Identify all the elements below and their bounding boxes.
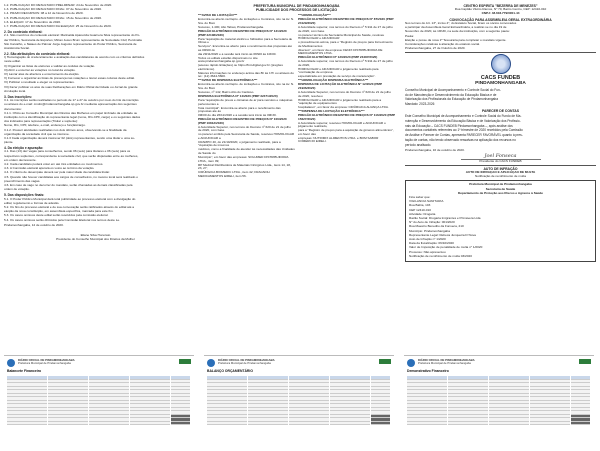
thumb-title: Demonstrativo Financeiro: [407, 369, 449, 373]
text-line: Mandato: 2023-2026: [405, 102, 435, 107]
notice-line: Sucesso, nº 142, Bairro Alto do Cardoso.: [198, 89, 255, 94]
notice-title: PREGÃO ELETRÔNICO REGISTRO DE PREÇOS Nº 121/2020 (PMP 22108/2020): [198, 28, 287, 37]
table-cell: [248, 422, 268, 426]
text-line: CEP 12410-010: [409, 208, 431, 212]
infraction-box: [405, 180, 596, 262]
section-body: [4, 150, 187, 192]
page-licitacoes: [198, 4, 395, 309]
section-body: [4, 99, 187, 145]
notice-line: diversos", em favor da empresa: FENIX DISTRIBUIDORA DE MEDICAMENTOS LTDA.: [298, 47, 383, 56]
box-title: Prefeitura Municipal de Pindamonhangaba: [469, 183, 532, 187]
text-line: IV) Lavrar atas de abertura e encerramento da eleição.: [4, 73, 80, 77]
notice-title: PREGÃO ELETRÔNICO REGISTRO DE PREÇOS Nº 116/2020 (PMP 15627/2020): [298, 113, 395, 121]
table-cell: [571, 422, 591, 426]
convocation-title: CONVOCAÇÃO PARA ASSEMBLEIA GERAL EXTRAORDINÁRIA: [449, 17, 552, 22]
table-cell: [427, 422, 447, 426]
right-column: [298, 14, 395, 178]
section-title: 3. Das inscrições:: [4, 94, 33, 99]
table-cell: [171, 422, 191, 426]
text-line: 3.1. As inscrições serão realizadas no período de 17 a 27 de outubro por meio do link da inscrição: [4, 99, 139, 103]
notice-line: Município", em favor das empresas: SOLUMED DISTRIBUIDORA LTDA., item 09;: [198, 154, 289, 163]
notice-line: HOMOLOGAR e ADJUDICAR o julgamento realizado para a "aquisição de equipamentos: [298, 97, 382, 106]
signer-role: Presidente do Conselho Municipal dos Direitos da Mulher: [56, 238, 135, 242]
page-edital-conselho-mulher: [4, 4, 187, 309]
thumb-sub: Prefeitura Municipal de Pindamonhangaba: [418, 361, 471, 366]
signature: Joel Fonseca: [484, 152, 517, 159]
section-body: [4, 198, 187, 223]
text-line: a participar da Assembleia Geral Extraordinária, a realizar-se no dia 19 de: [405, 26, 507, 30]
edital-schedule: [4, 4, 187, 29]
text-line: documentos:: [4, 107, 22, 111]
box-title: Secretaria de Saúde: [485, 187, 516, 191]
cacs-body: [405, 89, 596, 107]
text-line: Pauta:: [405, 34, 414, 38]
notice-title: DISPENSA DE LICITAÇÃO ELETRÔNICA Nº 12/2020 (PMP 21936/2020): [298, 82, 382, 90]
table-cell: [448, 422, 468, 426]
thumb-header: DIÁRIO OFICIAL DE PINDAMONHANGABA: [418, 358, 475, 362]
text-line: Atividade: Drogaria: [409, 212, 436, 216]
text-line: Razão Social: Drogaria Imigrantes e Primavera Ltda: [409, 217, 481, 221]
text-line: 4.1. Das (13) dez vagas para conselheiros, sendo 06 (seis) para titulares e 06 (seis) para os: [4, 150, 131, 154]
text-line: 4.4. O critério de desempate deverá ser pela maior idade da candidata titular.: [4, 171, 110, 175]
table-row: [407, 422, 591, 426]
text-line: Nome, RG, CPF, telefone, e-mail, endereço e função/cargo.: [4, 124, 86, 128]
text-line: VII) Fazer publicar os atos de suas Deliberações em Diário Oficial da Cidade ou Jornal de grande: [4, 85, 138, 89]
notice-line: dia 29/11/2020 e a sessão terá início às 09h00 às 10h00.: [198, 51, 277, 56]
parecer-body: [405, 115, 596, 148]
text-line: 1.2. PUBLICAÇÃO DO RESULTADO PRELIMINAR: 24 de Novembro de 2020.: [4, 4, 113, 7]
text-line: Representante Legal: Rebeca Junqueira D`Nova: [409, 233, 476, 237]
text-line: Rua Bahia, 103: [409, 204, 431, 208]
notice-line: para a "Registro de preços para a aquisição de gêneros alimentícios", em favor das: [298, 128, 394, 136]
text-line: VI) Publicar o resultado e eleger os representantes.: [4, 81, 75, 85]
text-line: 3.1.3 Cada organização deverá inscrever 02 (dois) representantes, sendo uma titular e uma su-: [4, 136, 136, 140]
text-line: tação de contas, não tendo observado ressalvas na aplicação dos recursos no: [405, 138, 516, 142]
org-title: CENTRO ESPÍRITA "BEZERRA DE MENEZES": [463, 4, 538, 8]
text-line: Novembro de 2020, às 19h30, na sede da instituição, com a seguinte pauta:: [405, 30, 510, 34]
table-cell: [509, 422, 529, 426]
convocation-date: Pindamonhangaba, 27 de Outubro de 2020.: [405, 47, 466, 51]
table-row: [7, 422, 191, 426]
brand-logo-icon: [579, 359, 591, 364]
table-cell: [309, 422, 329, 426]
notice-line: Para "aquisição de pneus e câmaras de ar para veículos e máquinas pertencentes a: [198, 97, 293, 106]
notice-title: ***DISPENSA DE LICITAÇÃO ELETRÔNICA***: [298, 109, 365, 114]
text-line: 5.4. Os casos omissos serão dirimidos pela Comissão Eleitoral nos termos deste Le.: [4, 218, 121, 222]
notice-line: no parecer técnico da Secretaria Municipal de Saúde, resolveu HOMOLOGAR e ADJUDICAR: [298, 32, 385, 41]
text-line: plente.: [4, 141, 14, 145]
table-cell: [109, 422, 129, 426]
text-line: 2.1. São membros do conteúdo eleitoral: Marinalda Aparecida Guarnera Silva representante do Po-: [4, 34, 141, 38]
text-line: período analisado.: [405, 142, 432, 147]
table-cell: [330, 422, 350, 426]
page-subheader: PUBLICIDADE DOS PROCESSOS DE LICITAÇÃO: [255, 8, 338, 13]
text-line: 1.3. PUBLICAÇÃO DO RESULTADO FINAL: 07 de Novembro de 2020.: [4, 8, 102, 12]
notice-line: Serviços". Encontra-se aberto para o recebimento das propostas até as 09h00 do: [198, 44, 292, 52]
org-address: Rua Capitão Vitório Ramos, Nº 70, Bairro Centro, CEP: 12410-010: [454, 8, 547, 11]
convocation-body: [405, 22, 596, 47]
table-cell: [407, 422, 427, 426]
text-line: Valorização dos Profissionais da Educação de Pindamonhangaba: [405, 97, 498, 102]
brand-logo-icon: [179, 359, 191, 364]
text-line: 4.3. A Comissão eleitoral apurará os votos ao término da votação.: [4, 167, 95, 171]
text-line: Município: Pindamonhangaba: [409, 229, 450, 233]
text-line: 4.6. Em caso de vago no decorrer do mandato, serão chamadas as demais classificadas pela: [4, 184, 133, 188]
text-line: Processo: Não apresentou: [409, 250, 446, 254]
text-line: Data da fiscalização: 06/10/2020: [409, 242, 454, 246]
notice-line: Para "aquisição de material elétrico e hidráulico para a Secretaria de Obras e: [198, 36, 293, 45]
text-line: Notificação de recolhimento de multa 03/2020: [409, 254, 472, 258]
cacs-title: CACS FUNDEB: [480, 74, 521, 81]
notice-line: no parecer emitido pela Secretaria de Saúde, resolveu HOMOLOGAR e ADJUDICAR a: [198, 132, 295, 140]
table-cell: [530, 422, 550, 426]
text-line: Este Conselho Municipal de Acompanhamento e Controle Social do Fundo de Ma-: [405, 114, 522, 119]
text-line: em ordem decrescente.: [4, 158, 37, 162]
divider: [405, 165, 596, 166]
thumb-title: Balancete Financeiro: [7, 369, 42, 373]
text-line: nais da Educação – CACS FUNDEB Pindamonhangaba –, após análise dos: [405, 123, 513, 128]
notice-line: CIRÚRGICA BIOMEDIC LTDA., item 42; FRAGNOLI MEDICAMENTOS EIRELI, item 56.: [198, 170, 271, 178]
text-line: II) Organizar as listas de eleitores e validar as cédulas de votação.: [4, 64, 96, 68]
brand-logo-icon: [379, 359, 391, 364]
notice-title: ***AVISO DE DISPENSA ELETRÔNICA***: [198, 78, 258, 83]
thumb-title: BALANÇO ORÇAMENTÁRIO: [207, 369, 253, 373]
page-header: PREFEITURA MUNICIPAL DE PINDAMONHANGABA: [253, 4, 340, 8]
text-line: 4.2. Cada candidato poderá votar em até três entidades ou movimentos.: [4, 163, 104, 167]
text-line: Rua Maestro Benedito da Fonseca, 210: [409, 225, 464, 229]
notice-line: A Autoridade superior, nos termos do Decreto nº 5.911 de 27 de julho de 2020, com base: [298, 24, 393, 33]
section-title: 2.2. São atribuições do conteúdo eleitoral:: [4, 51, 71, 56]
text-line: Valor de Imposição de penalidade de multa nº 1/2020: [409, 246, 483, 250]
text-line: instituição com a identificação do representante legal (nome, RG-CPF, cargo) e os seguintes dados: [4, 115, 141, 119]
notice-line: Maiores informações no endereço acima das 8h às 17h ou através do tel.: (12) 3644-5600.: [198, 70, 294, 79]
table-cell: [207, 422, 227, 426]
text-line: 4.5. Quando não houver candidatas aos cargos de conselheiros, no mesmo local será realizado o: [4, 175, 138, 179]
table-cell: [7, 422, 27, 426]
parecer-title: PARECER DE CONTAS: [482, 109, 519, 114]
text-line: ordem de votação.: [4, 188, 30, 192]
org-cnpj: CNPJ: 48.603.779/0001-44: [481, 12, 520, 16]
auto-subtitle-2: Notificação de recolhimento de multa: [475, 174, 526, 178]
notice-line: Encontra-se aberto na Depto. de Licitações e Contratos, sito na Av. N. Sra. do Bom: [198, 17, 295, 25]
divider: [405, 52, 596, 53]
thumb-sub: Prefeitura Municipal de Pindamonhangaba: [18, 361, 71, 366]
text-line: 1.4. PRAZO RECURSOS: 08 a 12 de Novembro de 2020.: [4, 12, 84, 16]
text-line: 5.3. Os casos omissos deste edital serão resolvidos pela comissão eleitoral.: [4, 214, 109, 218]
section-title: 4. Da eleição e apuração:: [4, 145, 44, 150]
thumb-header: DIÁRIO OFICIAL DE PINDAMONHANGABA: [18, 358, 75, 362]
notice-line: CRAMPO 40, do 21/10/2020, o julgamento realizado, para a "Aquisição de insumos: [198, 139, 281, 148]
notice-line: Encontra-se aberto na Depto. de Licitações e Contratos, sito na Av. N. Sra. do Bom: [198, 82, 295, 90]
text-line: Fica saber que:: [409, 196, 431, 200]
table-cell: [130, 422, 150, 426]
notice-line: o procedimento acima, para o "Registro de preços para fornecimento de Medicamentos: [298, 40, 393, 48]
parecer-date: Pindamonhangaba, 16 de outubro de 2020.: [405, 148, 465, 152]
text-line: III) Abrir e encerrar as votações no local da votação.: [4, 68, 76, 72]
table-cell: [150, 422, 170, 426]
notice-line: A Autoridade superior, nos termos do Decreto nº 5.911 de 27 de julho de 2020,: [298, 59, 393, 67]
notice-title: PREGÃO ELETRÔNICO REGISTRO DE PREÇOS Nº 100/2020 (PMP 16812/2020): [198, 117, 287, 125]
text-line: 1.5. PUBLICAÇÃO DO RESULTADO FINAL: 15 de Novembro de 2020.: [4, 16, 102, 20]
thumbnail-page-1[interactable]: [4, 355, 194, 451]
text-line: Eleição e posse da nova 1ª Tesouraria para completar o mandato vigente.: [405, 38, 507, 42]
notice-line: empresas: NUTRIMIX ALIMENTOS LTDA. e BOM SABOR COMÉRCIO EIRELI.: [298, 135, 379, 144]
text-line: Nº do Auto de Infração: 001/2020: [409, 221, 455, 225]
notice-line: HOMOLOGAR e ADJUDICAR o julgamento realizado para "contratação de empresa: [298, 66, 379, 75]
text-line: V) Fornecer e organizar as listas de presença nas votações e lavrar essas colunas deste edital.: [4, 77, 135, 81]
text-line: documentos contábeis referentes ao 1º trimestre de 2020 recebidos pela Comissão: [405, 128, 523, 133]
notice-line: A Autoridade Superior, nos termos do Decreto nº 620 de 21 de julho de 2020, com base: [198, 124, 291, 133]
text-line: do de Manutenção e Desenvolvimento da Educação Básica e de: [405, 92, 497, 97]
page-avisos: [405, 4, 596, 309]
text-line: respectivos suplentes, correspondente à sociedade civil, que serão disputadas entre as mulheres,: [4, 154, 139, 158]
text-line: 1.6. ELEIÇÃO: 17 de Novembro de 2020.: [4, 20, 61, 24]
box-body: [409, 196, 592, 259]
table-cell: [289, 422, 309, 426]
text-line: eleição da nova constituição, em assembleia específica, marcada para este fim.: [4, 210, 114, 214]
signer-name: Eliane Silva Honorato: [80, 234, 111, 238]
municipal-logo-icon: [207, 359, 215, 367]
box-title: Departamento de Proteção aos Riscos e Agravos à Saúde: [458, 191, 543, 195]
notice-title: DISPENSA ELETRÔNICA Nº 14/2020 (PMP 32471/2020): [198, 93, 278, 98]
text-line: 1.7. PUBLICAÇÃO DO RESULTADO DA ELEIÇÃO: 25 de Novembro de 2020.: [4, 25, 112, 29]
text-line: nutenção e Desenvolvimento da Educação Básica e de Valorização dos Profissio-: [405, 118, 521, 123]
thumb-table: [7, 376, 191, 425]
notice-line: hospitalares", em favor da empresa: CIRÚRGICA ALIANÇA LTDA.: [298, 105, 389, 110]
text-line: Nos termos do Art. 13º, inciso 4º, do Estatuto Social, ficam os sócios convocados: [405, 21, 517, 25]
section-title: 5. Das disposições finais:: [4, 193, 45, 197]
notice-title: ***HOMOLOGAÇÃO DISPENSA ELETRÔNICA***: [298, 78, 369, 83]
text-line: neste edital.: [4, 60, 21, 64]
table-cell: [489, 422, 509, 426]
notice-title: ***AVISO DE LICITAÇÃO***: [198, 13, 238, 18]
thumb-table: [407, 376, 591, 425]
signature-role: Presidente do CACS FUNDEB: [479, 159, 522, 163]
text-line: organização da sociedade civil que se inscreve.: [4, 132, 70, 136]
text-line: Conselho Municipal de Acompanhamento e Controle Social do Fun-: [405, 87, 501, 92]
text-line: Assistência Social.: [4, 46, 30, 50]
thumb-header: DIÁRIO OFICIAL DE PINDAMONHANGABA: [218, 358, 275, 362]
notice-line: 09h00 do dia 26/11/2020 e a sessão terá início às 09h30.: [198, 113, 277, 118]
table-cell: [89, 422, 109, 426]
notice-line: A Autoridade Superior, nos termos do Decreto nº 620 de 21 de julho de 2020, resolveu: [298, 89, 391, 98]
municipal-logo-icon: [407, 359, 415, 367]
text-line: edital, regulamento e formas de adesão.: [4, 201, 60, 205]
table-cell: [468, 422, 488, 426]
table-cell: [27, 422, 47, 426]
notice-line: (acesso rápido licitações) ou https://bnl-digital.gov.br (pregões eletrônicos).: [198, 63, 283, 71]
text-line: Auto de Infração nº 1/2020: [409, 238, 446, 242]
table-cell: [371, 422, 391, 426]
date-line: Pindamonhangaba, 14 de outubro de 2020.: [4, 224, 64, 228]
text-line: 3.1.2. Possuir atividades realizadas nos dois últimos anos, observando-se a finalidade da: [4, 128, 127, 132]
notice-line: médicos, como a finalidade de atender às necessidades das Unidades de Saúde do: [198, 147, 295, 155]
section-body: [4, 34, 187, 50]
notice-line: especializada em prestação de serviço de manutenção".: [298, 74, 376, 79]
thumb-sub: Prefeitura Municipal de Pindamonhangaba: [218, 361, 271, 366]
text-line: I) Homologação do credenciamento e avaliação das candidaturas de acordo com os critérios definidos: [4, 56, 145, 60]
notice-line: RP Medical Distribuidora de Materiais Cirúrgicos Ltda., itens 14, 18, 23, 27;: [198, 162, 291, 171]
section-body: [4, 56, 187, 93]
notice-title: PREGÃO ELETRÔNICO REGISTRO DE PREÇOS Nº 87/2020 (PMP 24129/2020): [298, 17, 394, 25]
table-row: [207, 422, 391, 426]
text-line: der Público, Secretaria de Esportes; Mirian Jesus Brum representante da Sociedade Civil; Percinalia: [4, 38, 142, 42]
text-line: dos indicados para representação (Titular e suplente):: [4, 120, 79, 124]
notice-line: A Autoridade superior, resolveu HOMOLOGAR e ADJUDICAR o julgamento realizado,: [298, 120, 386, 129]
text-line: 5.2. Os fins do processo eleitoral e de sua convocação serão ratificados através do edital até a: [4, 206, 135, 209]
thumb-table: [207, 376, 391, 425]
text-line: preenchimento das vagas.: [4, 179, 41, 183]
table-cell: [68, 422, 88, 426]
notice-title: ***HOMOLOGAÇÃO***: [298, 13, 331, 18]
left-column: [198, 14, 295, 178]
auto-title: AUTO DE INFRAÇÃO: [483, 166, 518, 171]
table-cell: [550, 422, 570, 426]
cacs-logo-icon: [491, 54, 511, 74]
text-line: circulação local.: [4, 89, 27, 93]
notice-line: Todos os editais estarão disponíveis no site www.pindamonhangaba.sp.gov.br: [198, 55, 258, 64]
text-line: de Análise e Parecer de Contas, apresenta PARECER FAVORÁVEL quanto à pres-: [405, 133, 523, 138]
text-line: ou através do e-mail: cmdm@rindamonhangaba.sp.gov.br mediante apresentação dos seguintes: [4, 103, 137, 107]
table-cell: [350, 422, 370, 426]
thumbnail-page-3[interactable]: [404, 355, 594, 451]
text-line: VIGILÂNCIA SANITÁRIA: [409, 200, 444, 204]
thumbnail-page-2[interactable]: [204, 355, 394, 451]
notice-line: Sucesso, 1.400, Alto Tabaú, Pindamonhangaba.: [198, 24, 264, 29]
text-line: Considerações relativas à alteração do estatuto social.: [405, 42, 480, 46]
table-cell: [227, 422, 247, 426]
notice-title: PREGÃO ELETRÔNICO Nº 120/2020 (PMP 23487/2020): [298, 55, 378, 60]
notice-line: frota municipal". Encontra-se aberto para o recebimento das propostas até às: [198, 105, 281, 114]
text-line: 3.1.1. Ofício ao Conselho Municipal dos Direitos das Mulheres em papel timbrado da entidade ou: [4, 111, 138, 115]
auto-subtitle: AUTO DE INFRAÇÃO E APLICAÇÃO DE MULTA: [465, 170, 536, 174]
cacs-city: PINDAMONHANGABA: [475, 80, 526, 86]
text-line: Silo Carvalho, e Nataes de Palmar Jorge Augusto representante do Poder Público, Secretaria de: [4, 42, 137, 46]
text-line: 5.1. O Poder Público Municipal dará total publicidade ao processo eleitoral com a divulgação do: [4, 197, 136, 201]
table-cell: [48, 422, 68, 426]
table-cell: [268, 422, 288, 426]
section-title: 2. Do conteúdo eleitoral:: [4, 29, 43, 34]
municipal-logo-icon: [7, 359, 15, 367]
